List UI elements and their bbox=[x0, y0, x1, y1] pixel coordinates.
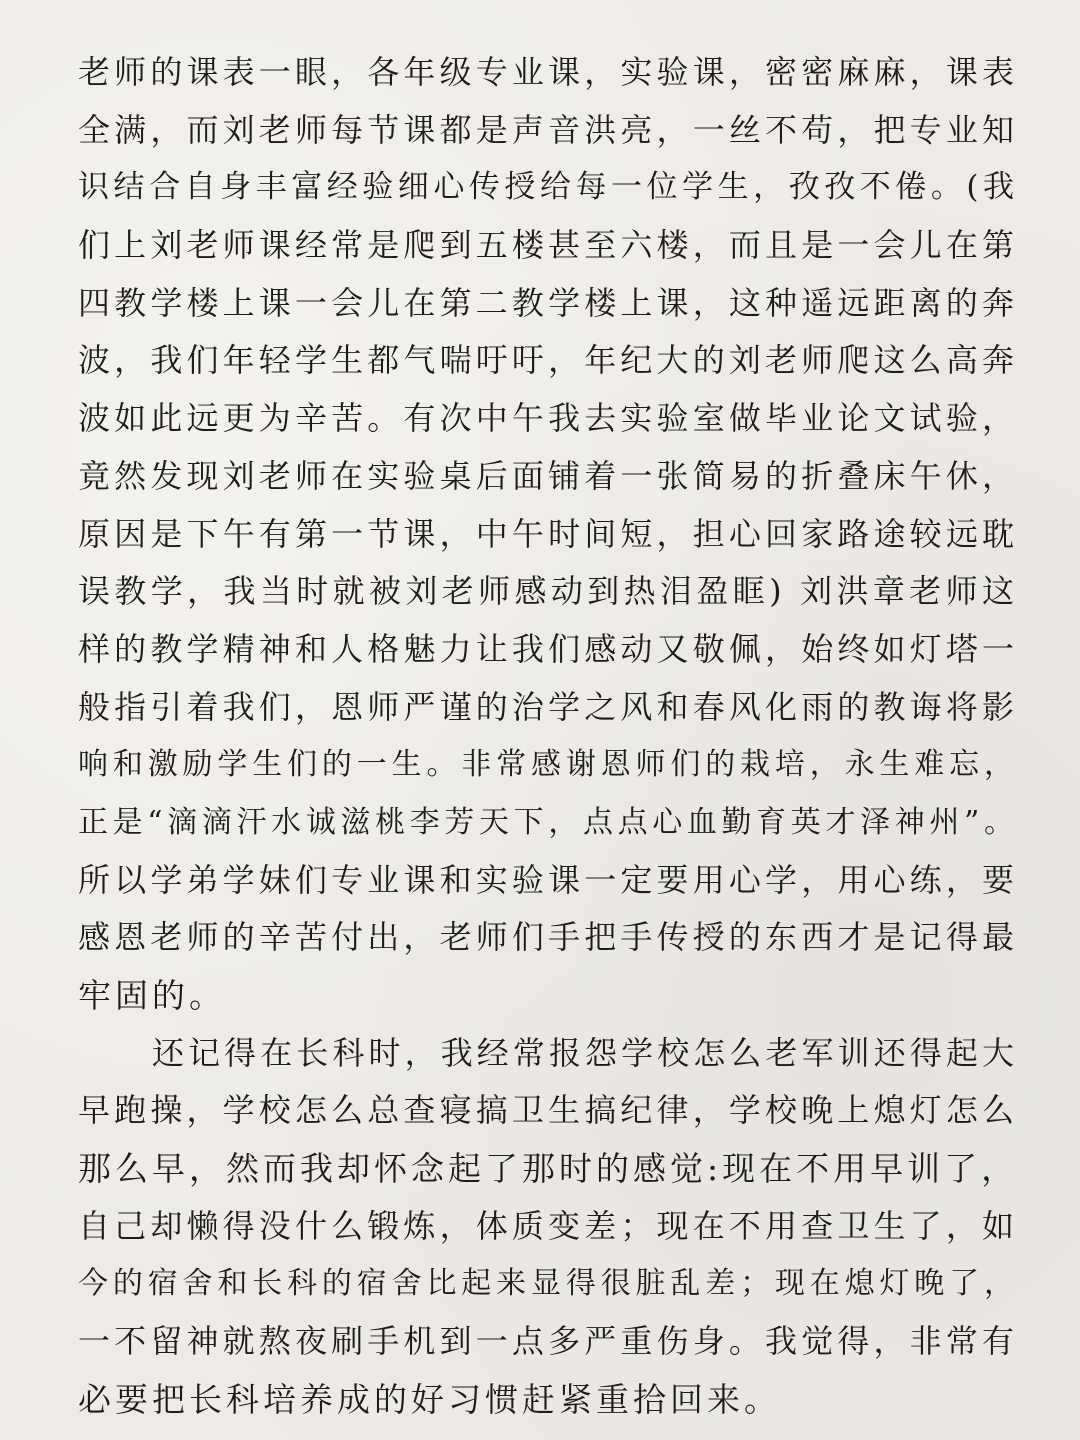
text-line: 响和激励学生们的一生。非常感谢恩师们的栽培，永生难忘， bbox=[78, 747, 1018, 783]
text-line: 全满，而刘老师每节课都是声音洪亮，一丝不苟，把专业知 bbox=[78, 110, 1018, 149]
text-line: 误教学，我当时就被刘老师感动到热泪盈眶) 刘洪章老师这 bbox=[78, 572, 1018, 611]
paragraph-end-line: 牢固的。 bbox=[78, 976, 226, 1015]
text-line: 竟然发现刘老师在实验桌后面铺着一张简易的折叠床午休， bbox=[78, 456, 1018, 495]
text-line: 般指引着我们，恩师严谨的治学之风和春风化雨的教诲将影 bbox=[78, 687, 1018, 726]
text-line: 感恩老师的辛苦付出，老师们手把手传授的东西才是记得最 bbox=[78, 918, 1018, 957]
text-line: 样的教学精神和人格魅力让我们感动又敬佩，始终如灯塔一 bbox=[78, 629, 1018, 668]
text-line: 波，我们年轻学生都气喘吁吁，年纪大的刘老师爬这么高奔 bbox=[78, 341, 1018, 380]
text-line: 早跑操，学校怎么总查寝搞卫生搞纪律，学校晚上熄灯怎么 bbox=[78, 1091, 1018, 1130]
text-line: 们上刘老师课经常是爬到五楼甚至六楼，而且是一会儿在第 bbox=[78, 226, 1018, 265]
text-line: 所以学弟学妹们专业课和实验课一定要用心学，用心练，要 bbox=[78, 860, 1018, 899]
paragraph-start-line: 还记得在长科时，我经常报怨学校怎么老军训还得起大 bbox=[152, 1033, 1018, 1072]
text-line: 一不留神就熬夜刷手机到一点多严重伤身。我觉得，非常有 bbox=[78, 1322, 1018, 1361]
text-block bbox=[78, 44, 1018, 1429]
text-line: 那么早，然而我却怀念起了那时的感觉:现在不用早训了， bbox=[78, 1149, 1019, 1189]
text-line: 正是“滴滴汗水诚滋桃李芳天下，点点心血勤育英才泽神州”。 bbox=[78, 804, 1018, 840]
text-line: 老师的课表一眼，各年级专业课，实验课，密密麻麻，课表 bbox=[78, 53, 1018, 91]
text-line: 自己却懒得没什么锻炼，体质变差；现在不用查卫生了，如 bbox=[78, 1206, 1018, 1245]
text-line: 原因是下午有第一节课，中午时间短，担心回家路途较远耽 bbox=[78, 514, 1018, 553]
text-line: 今的宿舍和长科的宿舍比起来显得很脏乱差；现在熄灯晚了， bbox=[78, 1266, 1018, 1302]
text-line: 四教学楼上课一会儿在第二教学楼上课，这种遥远距离的奔 bbox=[78, 283, 1018, 322]
text-line: 波如此远更为辛苦。有次中午我去实验室做毕业论文试验， bbox=[78, 399, 1018, 438]
paragraph-end-line: 必要把长科培养成的好习惯赶紧重拾回来。 bbox=[78, 1379, 781, 1419]
text-line: 识结合自身丰富经验细心传授给每一位学生，孜孜不倦。(我 bbox=[78, 169, 1018, 206]
